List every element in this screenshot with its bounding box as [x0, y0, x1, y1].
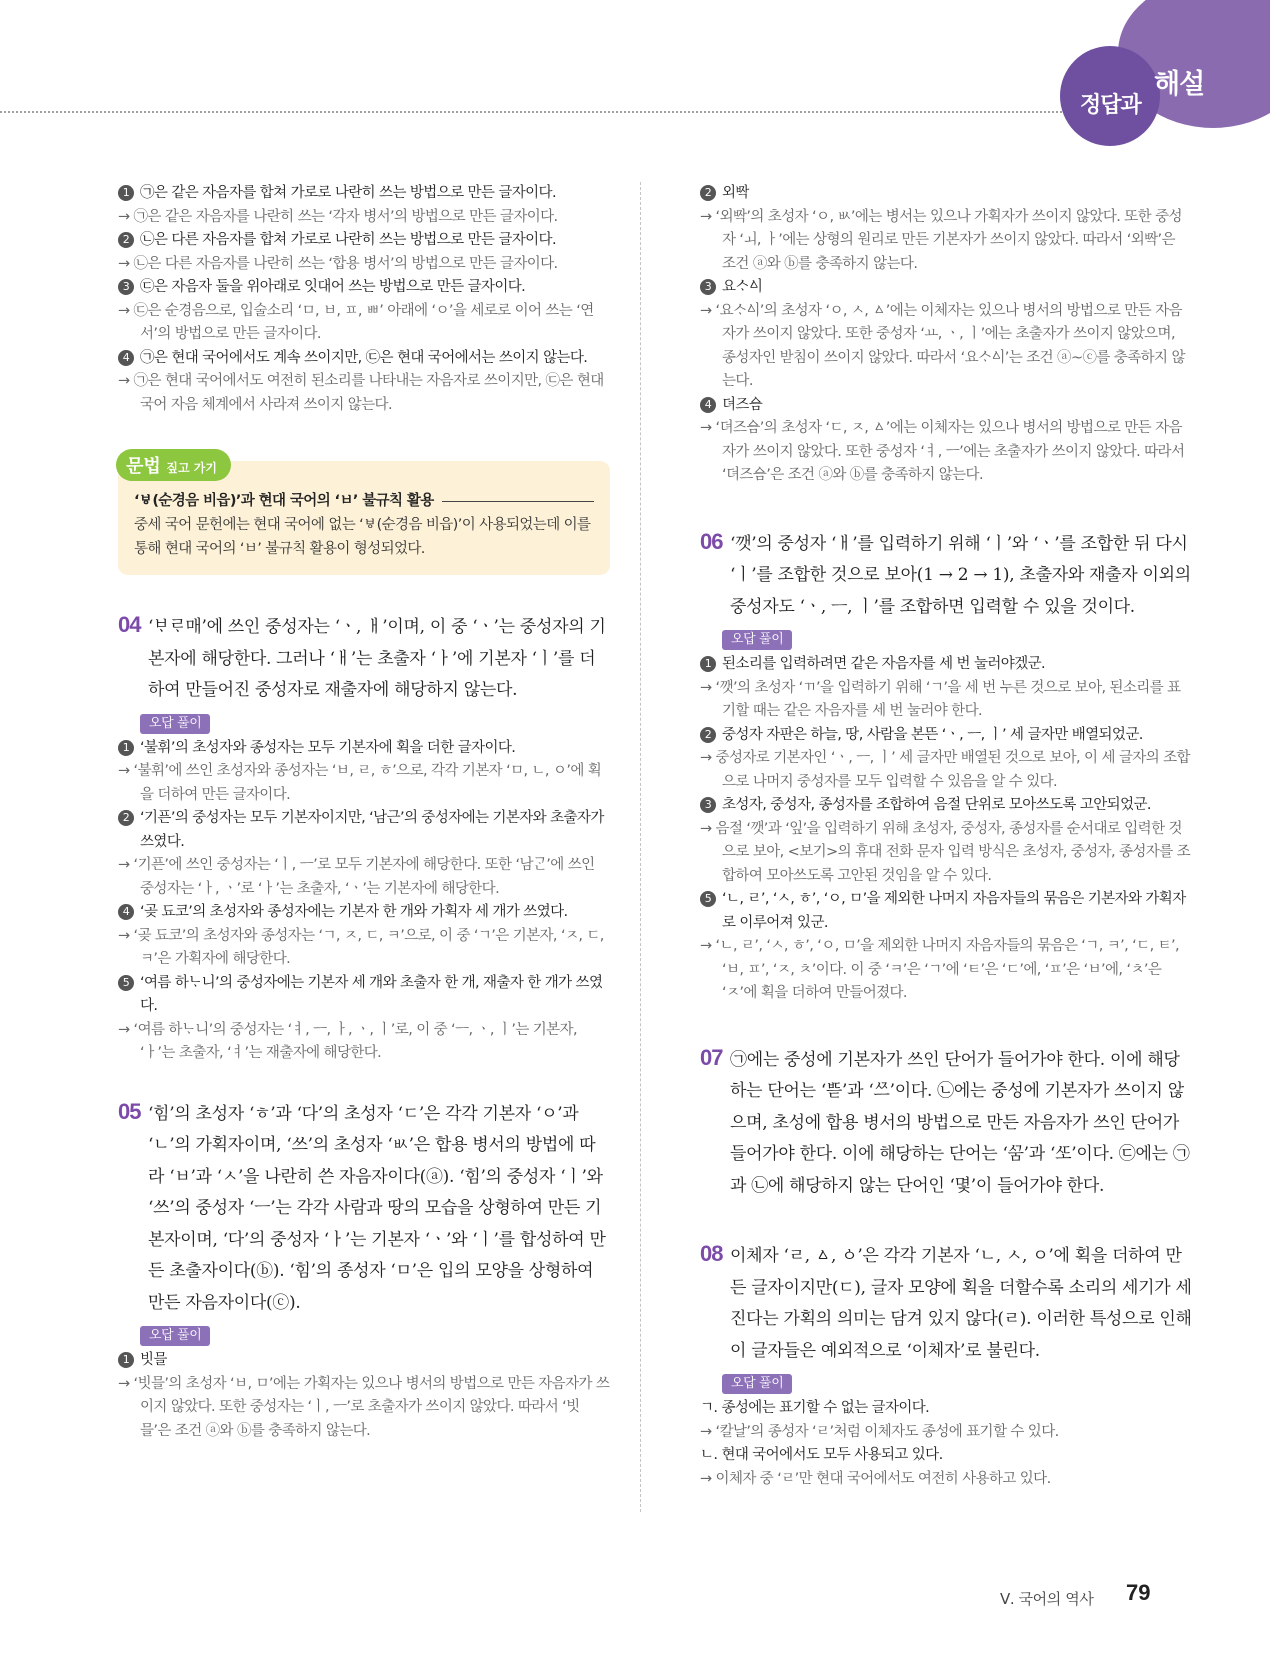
question-number: 07 [700, 1044, 723, 1070]
question-number: 04 [118, 612, 141, 637]
grammar-note-tab: 문법 짚고 가기 [116, 449, 231, 481]
option-text: ㄴ. 현대 국어에서도 모두 사용되고 있다. [700, 1447, 943, 1463]
option-explanation: → ㉠은 현대 국어에서도 여전히 된소리를 나타내는 자음자로 쓰이지만, ㉢은 현대 국어 자음 체계에서 사라져 쓰이지 않는다. [118, 373, 604, 413]
option-explanation: → 중성자로 기본자인 ‘ㆍ, ㅡ, ㅣ’ 세 글자만 배열된 것으로 보아, 이 세 글자의 조합으로 나머지 중성자를 모두 입력할 수 있음을 알 수 있다. [700, 750, 1190, 790]
option-number: 2 [118, 232, 134, 248]
question-text: 04 ‘ᄇᆞᄅᆞ매’에 쓰인 중성자는 ‘ㆍ, ㅐ’이며, 이 중 ‘ㆍ’는 중성자의 기본자에 해당한다. 그러나 ‘ㅐ’는 초출자 ‘ㅏ’에 기본자 ‘ㅣ’를 더하여 만들어진 중성자로 재출자에 해당하지 않는다. [118, 609, 610, 707]
option-explanation: → ‘뎌즈ᅀᅳᆷ’의 초성자 ‘ㄷ, ㅈ, ㅿ’에는 이체자는 있으나 병서의 방법으로 만든 자음자가 쓰이지 않았다. 또한 중성자 ‘ㅕ, ㅡ’에는 초출자가 쓰이지 않았다. 따라서 ‘뎌즈ᅀᅳᆷ’은 조건 ⓐ와 ⓑ를 충족하지 않는다. [700, 420, 1185, 483]
option-explanation: → 이체자 중 ‘ㄹ’만 현대 국어에서도 여전히 사용하고 있다. [700, 1470, 1051, 1487]
option-number: 2 [700, 727, 716, 743]
option-text: 4 ‘곶 됴코’의 초성자와 종성자에는 기본자 한 개와 가획자 세 개가 쓰였다. [118, 901, 610, 925]
option-explanation: → 음절 ‘깻’과 ‘잎’을 입력하기 위해 초성자, 중성자, 종성자를 순서대로 입력한 것으로 보아, <보기>의 휴대 전화 문자 입력 방식은 초성자, 중성자, 종성자를 조합하여 모아쓰도록 고안된 것임을 알 수 있다. [700, 820, 1191, 884]
right-column [700, 182, 1192, 1491]
option-number: 5 [700, 891, 716, 907]
footer-chapter: Ⅴ. 국어의 역사 [1000, 1590, 1094, 1608]
question-text: 08 이체자 ‘ㄹ, ㅿ, ㆁ’은 각각 기본자 ‘ㄴ, ㅅ, ㅇ’에 획을 더하여 만든 글자이지만(ㄷ), 글자 모양에 획을 더할수록 소리의 세기가 세진다는 가획의 의미는 담겨 있지 않다(ㄹ). 이러한 특성으로 인해 이 글자들은 예외적으로 ‘이체자’로 불린다. [700, 1238, 1192, 1367]
option-number: 1 [118, 1352, 134, 1368]
question-06 [700, 526, 1192, 1006]
option-block [118, 276, 610, 347]
option-number: 1 [118, 740, 134, 756]
corner-tab-label-1: 해설 [1154, 69, 1205, 100]
option-text: 2 외ᄧᅡᆨ [700, 182, 1192, 206]
header-dotted-rule [0, 111, 1070, 113]
option-number: 4 [118, 904, 134, 920]
option-explanation: → ‘불휘’에 쓰인 초성자와 종성자는 ‘ㅂ, ㄹ, ㅎ’으로, 각각 기본자 ‘ㅁ, ㄴ, ㅇ’에 획을 더하여 만든 글자이다. [118, 763, 602, 803]
option-number: 3 [700, 797, 716, 813]
option-text: 4 뎌즈ᅀᅳᆷ [700, 394, 1192, 418]
option-block [700, 182, 1192, 276]
option-text: 1 된소리를 입력하려면 같은 자음자를 세 번 눌러야겠군. [700, 653, 1192, 677]
option-number: ㄱ. [700, 1400, 718, 1416]
wrong-answer-badge: 오답 풀이 [140, 1326, 210, 1346]
option-number: 4 [700, 397, 716, 413]
option-block [118, 347, 610, 418]
option-explanation: → ‘칼날’의 종성자 ‘ㄹ’처럼 이체자도 종성에 표기할 수 있다. [700, 1423, 1059, 1440]
option-text: 4 ㉠은 현대 국어에서도 계속 쓰이지만, ㉢은 현대 국어에서는 쓰이지 않는다. [118, 347, 610, 371]
option-text: 3 ㉢은 자음자 둘을 위아래로 잇대어 쓰는 방법으로 만든 글자이다. [118, 276, 610, 300]
option-text: 1 ‘불휘’의 초성자와 종성자는 모두 기본자에 획을 더한 글자이다. [118, 737, 610, 761]
option-number: 1 [700, 656, 716, 672]
option-explanation: → ‘외ᄧᅡᆨ’의 초성자 ‘ㅇ, ㅄ’에는 병서는 있으나 가획자가 쓰이지 않았다. 또한 중성자 ‘ㅚ, ㅏ’에는 상형의 원리로 만든 기본자가 쓰이지 않았다. 따라서 ‘외ᄧᅡᆨ’은 조건 ⓐ와 ⓑ를 충족하지 않는다. [700, 208, 1182, 272]
option-number: 4 [118, 350, 134, 366]
question-text: 07 ㉠에는 중성에 기본자가 쓰인 단어가 들어가야 한다. 이에 해당하는 단어는 ‘ᄠᅳᆮ’과 ‘ᄶᅳ’이다. ㉡에는 중성에 기본자가 쓰이지 않으며, 초성에 합용 병서의 방법으로 만든 자음자가 쓰인 단어가 들어가야 한다. 이에 해당하는 단어는 ‘ᄭᅮᆷ’과 ‘ᄯᅩ’이다. ㉢에는 ㉠과 ㉡에 해당하지 않는 단어인 ‘몇’이 들어가야 한다. [700, 1042, 1192, 1203]
option-explanation: → ㉠은 같은 자음자를 나란히 쓰는 ‘각자 병서’의 방법으로 만든 글자이다. [118, 208, 558, 225]
option-number: 2 [118, 810, 134, 826]
option-text: 2 ㉡은 다른 자음자를 합쳐 가로로 나란히 쓰는 방법으로 만든 글자이다. [118, 229, 610, 253]
option-block [118, 229, 610, 276]
option-number: 1 [118, 185, 134, 201]
option-explanation: → ‘빗믈’의 초성자 ‘ㅂ, ㅁ’에는 가획자는 있으나 병서의 방법으로 만든 자음자가 쓰이지 않았다. 또한 중성자는 ‘ㅣ, ㅡ’로 초출자가 쓰이지 않았다. 따라서 ‘빗믈’은 조건 ⓐ와 ⓑ를 충족하지 않는다. [118, 1375, 610, 1439]
option-text: 3 초성자, 중성자, 종성자를 조합하여 음절 단위로 모아쓰도록 고안되었군. [700, 794, 1192, 818]
column-divider [640, 182, 641, 1512]
option-block [118, 182, 610, 229]
option-block [700, 276, 1192, 394]
option-number: 2 [700, 185, 716, 201]
grammar-note-body: 중세 국어 문헌에는 현대 국어에 없는 ‘ㅸ(순경음 비읍)’이 사용되었는데 이를 통해 현대 국어의 ‘ㅂ’ 불규칙 활용이 형성되었다. [134, 517, 591, 557]
option-explanation: → ‘여름 하ᄂᆞ니’의 중성자는 ‘ㅕ, ㅡ, ㅏ, ㆍ, ㅣ’로, 이 중 ‘ㅡ, ㆍ, ㅣ’는 기본자, ‘ㅏ’는 초출자, ‘ㅕ’는 재출자에 해당한다. [118, 1021, 577, 1061]
grammar-note-title: ‘ㅸ(순경음 비읍)’과 현대 국어의 ‘ㅂ’ 불규칙 활용 [134, 489, 594, 513]
option-text: 5 ‘ㄴ, ㄹ’, ‘ㅅ, ㅎ’, ‘ㅇ, ㅁ’을 제외한 나머지 자음자들의 묶음은 기본자와 가획자로 이루어져 있군. [700, 888, 1192, 935]
option-explanation: → ‘기픈’에 쓰인 중성자는 ‘ㅣ, ㅡ’로 모두 기본자에 해당한다. 또한 ‘남ᄀᆞᆫ’에 쓰인 중성자는 ‘ㅏ, ㆍ’로 ‘ㅏ’는 초출자, ‘ㆍ’는 기본자에 해당한다. [118, 857, 595, 897]
option-text: ㄱ. 종성에는 표기할 수 없는 글자이다. [700, 1400, 930, 1416]
option-block [700, 394, 1192, 488]
question-text: 05 ‘힘’의 초성자 ‘ㅎ’과 ‘다’의 초성자 ‘ㄷ’은 각각 기본자 ‘ㅇ’과 ‘ㄴ’의 가획자이며, ‘쓰’의 초성자 ‘ㅄ’은 합용 병서의 방법에 따라 ‘ㅂ’과 ‘ㅅ’을 나란히 쓴 자음자이다(ⓐ). ‘힘’의 중성자 ‘ㅣ’와 ‘쓰’의 중성자 ‘ㅡ’는 각각 사람과 땅의 모습을 상형하여 만든 기본자이며, ‘다’의 중성자 ‘ㅏ’는 기본자 ‘ㆍ’와 ‘ㅣ’를 합성하여 만든 초출자이다(ⓑ). ‘힘’의 종성자 ‘ㅁ’은 입의 모양을 상형하여 만든 자음자이다(ⓒ). [118, 1096, 610, 1320]
option-number: 3 [118, 279, 134, 295]
option-text: 1 ㉠은 같은 자음자를 합쳐 가로로 나란히 쓰는 방법으로 만든 글자이다. [118, 182, 610, 206]
wrong-answer-badge: 오답 풀이 [722, 630, 792, 650]
option-number: 5 [118, 975, 134, 991]
option-text: 2 중성자 자판은 하늘, 땅, 사람을 본뜬 ‘ㆍ, ㅡ, ㅣ’ 세 글자만 배열되었군. [700, 724, 1192, 748]
page-number: 79 [1126, 1580, 1151, 1605]
option-text: 1 빗믈 [118, 1349, 610, 1373]
left-column [118, 182, 610, 1443]
wrong-answer-badge: 오답 풀이 [722, 1374, 792, 1394]
question-04 [118, 609, 610, 1066]
question-07 [700, 1042, 1192, 1203]
option-explanation: → ‘ㄴ, ㄹ’, ‘ㅅ, ㅎ’, ‘ㅇ, ㅁ’을 제외한 나머지 자음자들의 묶음은 ‘ㄱ, ㅋ’, ‘ㄷ, ㅌ’, ‘ㅂ, ㅍ’, ‘ㅈ, ㅊ’이다. 이 중 ‘ㅋ’은 ‘ㄱ’에 ‘ㅌ’은 ‘ㄷ’에, ‘ㅍ’은 ‘ㅂ’에, ‘ㅊ’은 ‘ㅈ’에 획을 더하여 만들어졌다. [700, 938, 1180, 1001]
option-explanation: → ‘곶 됴코’의 초성자와 종성자는 ‘ㄱ, ㅈ, ㄷ, ㅋ’으로, 이 중 ‘ㄱ’은 기본자, ‘ㅈ, ㄷ, ㅋ’은 가획자에 해당한다. [118, 927, 604, 967]
question-text: 06 ‘깻’의 중성자 ‘ㅐ’를 입력하기 위해 ‘ㅣ’와 ‘ㆍ’를 조합한 뒤 다시 ‘ㅣ’를 조합한 것으로 보아(1 → 2 → 1), 초출자와 재출자 이외의 중성자도 ‘ㆍ, ㅡ, ㅣ’를 조합하면 입력할 수 있을 것이다. [700, 526, 1192, 624]
question-05 [118, 1096, 610, 1444]
question-number: 05 [118, 1098, 141, 1124]
option-text: 5 ‘여름 하ᄂᆞ니’의 중성자에는 기본자 세 개와 초출자 한 개, 재출자 한 개가 쓰였다. [118, 972, 610, 1019]
option-text: 3 요ᄉᆞᅀᅵ [700, 276, 1192, 300]
question-number: 08 [700, 1241, 723, 1266]
option-number: 3 [700, 279, 716, 295]
option-number: ㄴ. [700, 1447, 718, 1463]
option-explanation: → ‘깻’의 초성자 ‘ㄲ’을 입력하기 위해 ‘ㄱ’을 세 번 누른 것으로 보아, 된소리를 표기할 때는 같은 자음자를 세 번 눌러야 한다. [700, 679, 1181, 719]
option-explanation: → ㉡은 다른 자음자를 나란히 쓰는 ‘합용 병서’의 방법으로 만든 글자이다. [118, 255, 558, 272]
wrong-answer-badge: 오답 풀이 [140, 714, 210, 734]
option-explanation: → ‘요ᄉᆞᅀᅵ’의 초성자 ‘ㅇ, ㅅ, ㅿ’에는 이체자는 있으나 병서의 방법으로 만든 자음자가 쓰이지 않았다. 또한 중성자 ‘ㅛ, ㆍ, ㅣ’에는 초출자가 쓰이지 않았으며, 종성자인 받침이 쓰이지 않았다. 따라서 ‘요ᄉᆞᅀᅵ’는 조건 ⓐ~ⓒ를 충족하지 않는다. [700, 302, 1185, 389]
option-explanation: → ㉢은 순경음으로, 입술소리 ‘ㅁ, ㅂ, ㅍ, ㅃ’ 아래에 ‘ㅇ’을 세로로 이어 쓰는 ‘연서’의 방법으로 만든 글자이다. [118, 302, 594, 342]
grammar-note-box [118, 456, 610, 575]
corner-tab-label-2: 정답과 [1080, 93, 1141, 118]
question-08 [700, 1238, 1192, 1491]
question-number: 06 [700, 528, 723, 554]
option-text: 2 ‘기픈’의 중성자는 모두 기본자이지만, ‘남근’의 중성자에는 기본자와 초출자가 쓰였다. [118, 807, 610, 854]
